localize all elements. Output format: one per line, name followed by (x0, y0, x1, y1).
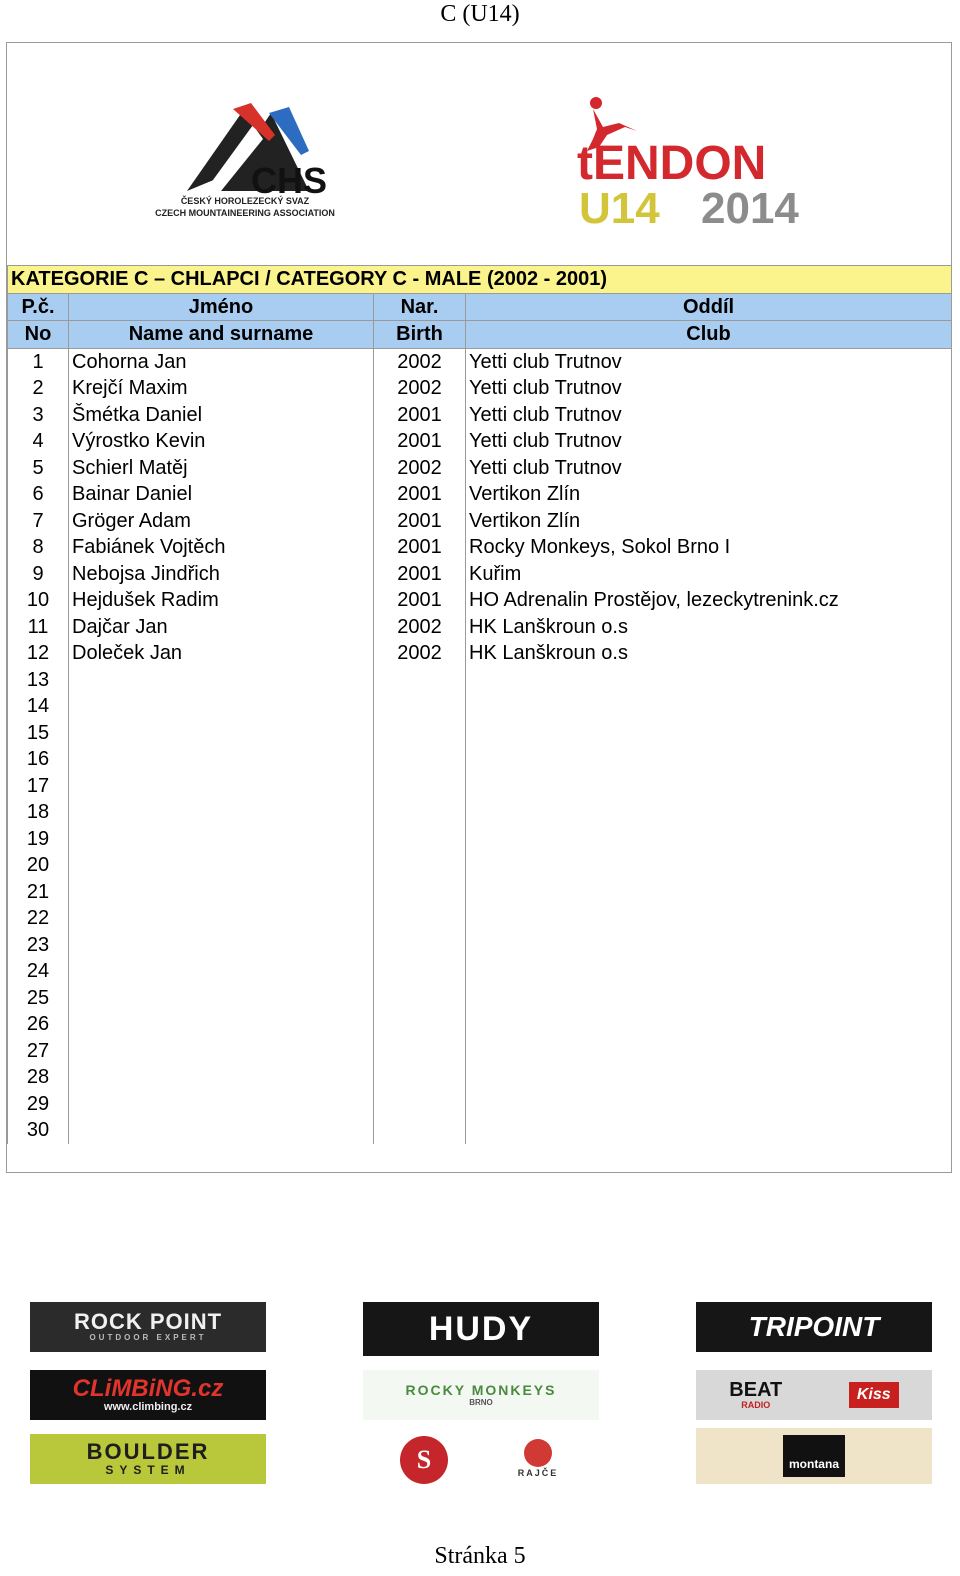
table-row (8, 455, 952, 482)
row-club (466, 1011, 952, 1038)
montana-logo: montana (783, 1435, 845, 1477)
row-birth (374, 746, 466, 773)
table-row (8, 958, 952, 985)
climbing-url: www.climbing.cz (103, 1400, 193, 1413)
row-club (466, 720, 952, 747)
row-no: 30 (8, 1117, 69, 1144)
boulder-sub: SYSTEM (105, 1463, 191, 1477)
row-no: 12 (8, 640, 69, 667)
table-row (8, 534, 952, 561)
row-no: 15 (8, 720, 69, 747)
header-row-en (8, 321, 952, 349)
table-row (8, 932, 952, 959)
table-row (8, 1117, 952, 1144)
row-name (69, 852, 374, 879)
row-club (466, 693, 952, 720)
row-name (69, 773, 374, 800)
row-club (466, 1091, 952, 1118)
row-birth (374, 985, 466, 1012)
row-club (466, 1117, 952, 1144)
table-row (8, 587, 952, 614)
col-no-cz: P.č. (8, 293, 69, 321)
row-club (466, 826, 952, 853)
row-no: 14 (8, 693, 69, 720)
results-sheet (6, 42, 952, 1173)
rockymonkeys-city: BRNO (469, 1398, 493, 1407)
row-birth: 2001 (374, 561, 466, 588)
table-row (8, 879, 952, 906)
sokol-logo (400, 1436, 448, 1484)
sokol-letter: S (416, 1445, 432, 1474)
row-club (466, 1038, 952, 1065)
row-birth (374, 1038, 466, 1065)
row-name: Nebojsa Jindřich (69, 561, 374, 588)
row-no: 11 (8, 614, 69, 641)
table-row (8, 1011, 952, 1038)
table-row (8, 799, 952, 826)
row-club: HO Adrenalin Prostějov, lezeckytrenink.cz (466, 587, 952, 614)
table-row (8, 375, 952, 402)
row-name: Šmétka Daniel (69, 402, 374, 429)
table-row (8, 428, 952, 455)
event-logos (7, 43, 951, 265)
row-club (466, 932, 952, 959)
kiss-logo: Kiss (849, 1382, 899, 1408)
row-birth (374, 693, 466, 720)
row-name (69, 720, 374, 747)
row-club: Rocky Monkeys, Sokol Brno I (466, 534, 952, 561)
row-no: 13 (8, 667, 69, 694)
row-no: 17 (8, 773, 69, 800)
row-birth (374, 826, 466, 853)
row-no: 6 (8, 481, 69, 508)
row-name: Schierl Matěj (69, 455, 374, 482)
row-club (466, 746, 952, 773)
row-no: 10 (8, 587, 69, 614)
row-no: 16 (8, 746, 69, 773)
row-birth (374, 852, 466, 879)
table-row (8, 1064, 952, 1091)
row-name (69, 1064, 374, 1091)
sponsor-logos (30, 1302, 935, 1482)
rockpoint-logo (30, 1302, 266, 1352)
row-no: 22 (8, 905, 69, 932)
hudy-name: HUDY (428, 1309, 534, 1348)
tendon-name: tENDON (577, 137, 767, 190)
row-name: Hejdušek Radim (69, 587, 374, 614)
row-name (69, 932, 374, 959)
row-no: 25 (8, 985, 69, 1012)
table-row (8, 773, 952, 800)
row-birth: 2001 (374, 587, 466, 614)
row-birth: 2002 (374, 640, 466, 667)
table-row (8, 1091, 952, 1118)
row-no: 8 (8, 534, 69, 561)
row-no: 28 (8, 1064, 69, 1091)
row-name (69, 667, 374, 694)
page-number: Stránka 5 (434, 1543, 526, 1569)
rockpoint-tag: OUTDOOR EXPERT (89, 1333, 207, 1342)
col-name-cz: Jméno (69, 293, 374, 321)
chs-abbr: CHS (251, 160, 328, 201)
row-name (69, 1091, 374, 1118)
row-name: Dajčar Jan (69, 614, 374, 641)
row-name: Cohorna Jan (69, 348, 374, 375)
row-no: 23 (8, 932, 69, 959)
row-birth: 2001 (374, 402, 466, 429)
row-no: 20 (8, 852, 69, 879)
col-no-en: No (8, 321, 69, 349)
row-birth: 2002 (374, 614, 466, 641)
col-name-en: Name and surname (69, 321, 374, 349)
rockymonkeys-name: ROCKY MONKEYS (405, 1382, 557, 1398)
rajce-name: RAJČE (517, 1468, 559, 1478)
row-no: 3 (8, 402, 69, 429)
col-birth-en: Birth (374, 321, 466, 349)
row-name: Fabiánek Vojtěch (69, 534, 374, 561)
hudy-logo (363, 1302, 599, 1356)
row-club: Yetti club Trutnov (466, 455, 952, 482)
row-club: Vertikon Zlín (466, 508, 952, 535)
table-row (8, 905, 952, 932)
table-row (8, 402, 952, 429)
row-birth (374, 720, 466, 747)
row-no: 9 (8, 561, 69, 588)
row-birth: 2002 (374, 455, 466, 482)
tripoint-logo (696, 1302, 932, 1352)
row-club: Yetti club Trutnov (466, 375, 952, 402)
boulder-name: BOULDER (86, 1439, 210, 1464)
row-no: 19 (8, 826, 69, 853)
row-birth: 2002 (374, 348, 466, 375)
table-row (8, 826, 952, 853)
row-club: HK Lanškroun o.s (466, 640, 952, 667)
row-name (69, 826, 374, 853)
table-row (8, 667, 952, 694)
chs-line1: ČESKÝ HOROLEZECKÝ SVAZ (180, 196, 310, 206)
rajce-logo (508, 1434, 568, 1484)
row-club (466, 985, 952, 1012)
climbing-name: CLiMBiNG.cz (72, 1374, 224, 1402)
table-row (8, 985, 952, 1012)
row-no: 27 (8, 1038, 69, 1065)
row-no: 7 (8, 508, 69, 535)
tripoint-name: TRIPOINT (748, 1311, 880, 1342)
row-name (69, 879, 374, 906)
montana-panel (696, 1428, 932, 1484)
row-club (466, 958, 952, 985)
col-club-en: Club (466, 321, 952, 349)
row-name: Gröger Adam (69, 508, 374, 535)
row-birth: 2001 (374, 534, 466, 561)
table-row (8, 561, 952, 588)
row-club: Kuřim (466, 561, 952, 588)
row-name (69, 799, 374, 826)
table-row (8, 852, 952, 879)
chs-logo (155, 103, 335, 218)
row-club (466, 852, 952, 879)
row-birth (374, 667, 466, 694)
beat-kiss-logos (696, 1370, 932, 1420)
row-no: 5 (8, 455, 69, 482)
beat-sub: RADIO (741, 1399, 771, 1410)
row-club (466, 799, 952, 826)
table-row (8, 746, 952, 773)
row-no: 29 (8, 1091, 69, 1118)
beat-logo (729, 1380, 782, 1411)
row-name (69, 1011, 374, 1038)
row-birth (374, 1064, 466, 1091)
row-name: Bainar Daniel (69, 481, 374, 508)
header-row-cz (8, 293, 952, 321)
row-birth (374, 773, 466, 800)
logo-area (7, 43, 951, 265)
row-no: 2 (8, 375, 69, 402)
rajce-icon (524, 1439, 552, 1467)
climbing-logo (30, 1370, 266, 1420)
row-name (69, 905, 374, 932)
table-row (8, 720, 952, 747)
table-row (8, 348, 952, 375)
tendon-u14: U14 (579, 184, 660, 233)
row-name: Výrostko Kevin (69, 428, 374, 455)
table-row (8, 481, 952, 508)
row-no: 4 (8, 428, 69, 455)
row-no: 1 (8, 348, 69, 375)
row-name: Krejčí Maxim (69, 375, 374, 402)
row-birth (374, 932, 466, 959)
results-table (7, 265, 952, 1144)
chs-line2: CZECH MOUNTAINEERING ASSOCIATION (155, 208, 335, 218)
row-birth: 2001 (374, 481, 466, 508)
row-birth (374, 1117, 466, 1144)
tendon-logo (577, 97, 799, 233)
row-name (69, 1117, 374, 1144)
row-club (466, 667, 952, 694)
page-title: C (U14) (440, 1, 520, 27)
row-no: 24 (8, 958, 69, 985)
tendon-year: 2014 (701, 184, 799, 233)
row-name (69, 693, 374, 720)
row-club: Yetti club Trutnov (466, 402, 952, 429)
rockpoint-name: ROCK POINT (73, 1309, 223, 1334)
row-birth: 2001 (374, 508, 466, 535)
table-row (8, 1038, 952, 1065)
row-birth (374, 1091, 466, 1118)
table-row (8, 640, 952, 667)
category-title: KATEGORIE C – CHLAPCI / CATEGORY C - MALE (2002 - 2001) (8, 266, 952, 294)
row-name (69, 746, 374, 773)
col-club-cz: Oddíl (466, 293, 952, 321)
row-birth (374, 879, 466, 906)
row-club (466, 1064, 952, 1091)
beat-name: BEAT (729, 1378, 783, 1401)
row-no: 26 (8, 1011, 69, 1038)
category-row (8, 266, 952, 294)
row-name: Doleček Jan (69, 640, 374, 667)
row-club (466, 905, 952, 932)
boulder-logo (30, 1434, 266, 1484)
rockymonkeys-logo (363, 1370, 599, 1420)
row-no: 18 (8, 799, 69, 826)
row-name (69, 985, 374, 1012)
row-birth (374, 799, 466, 826)
col-birth-cz: Nar. (374, 293, 466, 321)
row-club: Yetti club Trutnov (466, 428, 952, 455)
row-birth: 2001 (374, 428, 466, 455)
row-birth (374, 905, 466, 932)
row-birth (374, 1011, 466, 1038)
row-name (69, 958, 374, 985)
row-club: Vertikon Zlín (466, 481, 952, 508)
table-row (8, 508, 952, 535)
table-row (8, 693, 952, 720)
row-club: Yetti club Trutnov (466, 348, 952, 375)
row-no: 21 (8, 879, 69, 906)
row-name (69, 1038, 374, 1065)
table-row (8, 614, 952, 641)
row-birth: 2002 (374, 375, 466, 402)
row-club: HK Lanškroun o.s (466, 614, 952, 641)
row-birth (374, 958, 466, 985)
row-club (466, 773, 952, 800)
row-club (466, 879, 952, 906)
